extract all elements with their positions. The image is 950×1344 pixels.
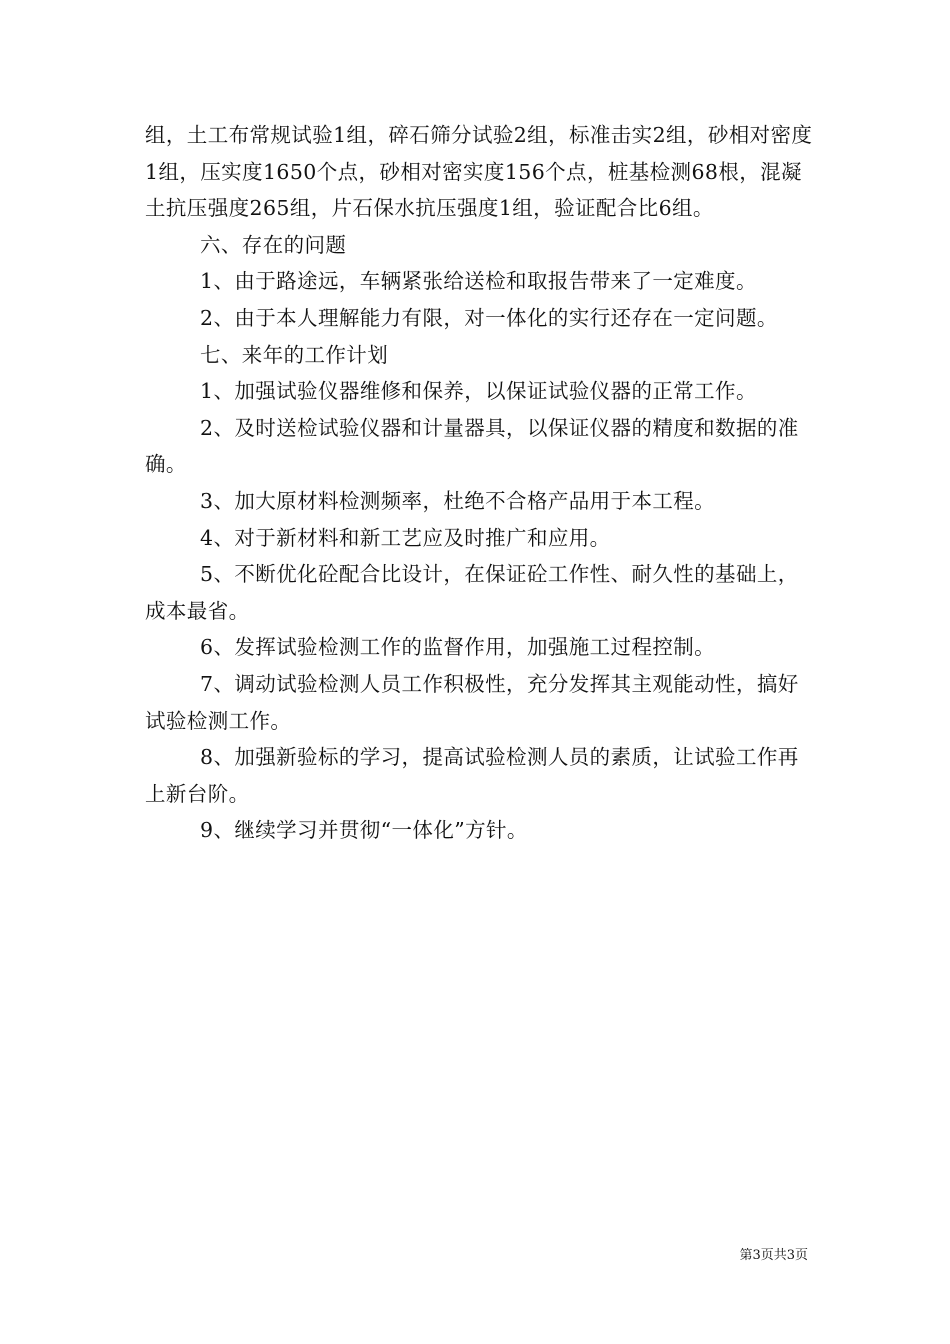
plan-item-3: 3、加大原材料检测频率，杜绝不合格产品用于本工程。: [200, 488, 716, 513]
section-heading-issues: 六、存在的问题: [200, 232, 347, 257]
plan-item-7: 7、调动试验检测人员工作积极性，充分发挥其主观能动性，搞好试验检测工作。: [145, 671, 799, 733]
plan-item-9: 9、继续学习并贯彻“一体化”方针。: [200, 818, 528, 843]
plan-item-8: 8、加强新验标的学习，提高试验检测人员的素质，让试验工作再上新台阶。: [145, 745, 799, 806]
plan-item-4: 4、对于新材料和新工艺应及时推广和应用。: [200, 525, 611, 550]
section-heading-plan: 七、来年的工作计划: [200, 342, 389, 367]
plan-item-2: 2、及时送检试验仪器和计量器具，以保证仪器的精度和数据的准确。: [145, 415, 799, 477]
issue-item-1: 1、由于路途远，车辆紧张给送检和取报告带来了一定难度。: [200, 269, 757, 294]
paragraph-continuation: 组，土工布常规试验1组，碎石筛分试验2组，标准击实2组，砂相对密度1组，压实度1650个点，砂相对密实度156个点，桩基检测68根，混凝土抗压强度265组，片石保水抗压强度1组，验证配合比6组。: [145, 123, 813, 221]
document-body: [145, 117, 815, 849]
plan-item-1: 1、加强试验仪器维修和保养，以保证试验仪器的正常工作。: [200, 379, 757, 404]
issue-item-2: 2、由于本人理解能力有限，对一体化的实行还存在一定问题。: [200, 305, 778, 330]
page-number-label: 第3页共3页: [739, 1248, 808, 1263]
plan-item-6: 6、发挥试验检测工作的监督作用，加强施工过程控制。: [200, 635, 716, 660]
plan-item-5: 5、不断优化砼配合比设计，在保证砼工作性、耐久性的基础上，成本最省。: [145, 562, 799, 623]
page-footer: [739, 1248, 808, 1264]
